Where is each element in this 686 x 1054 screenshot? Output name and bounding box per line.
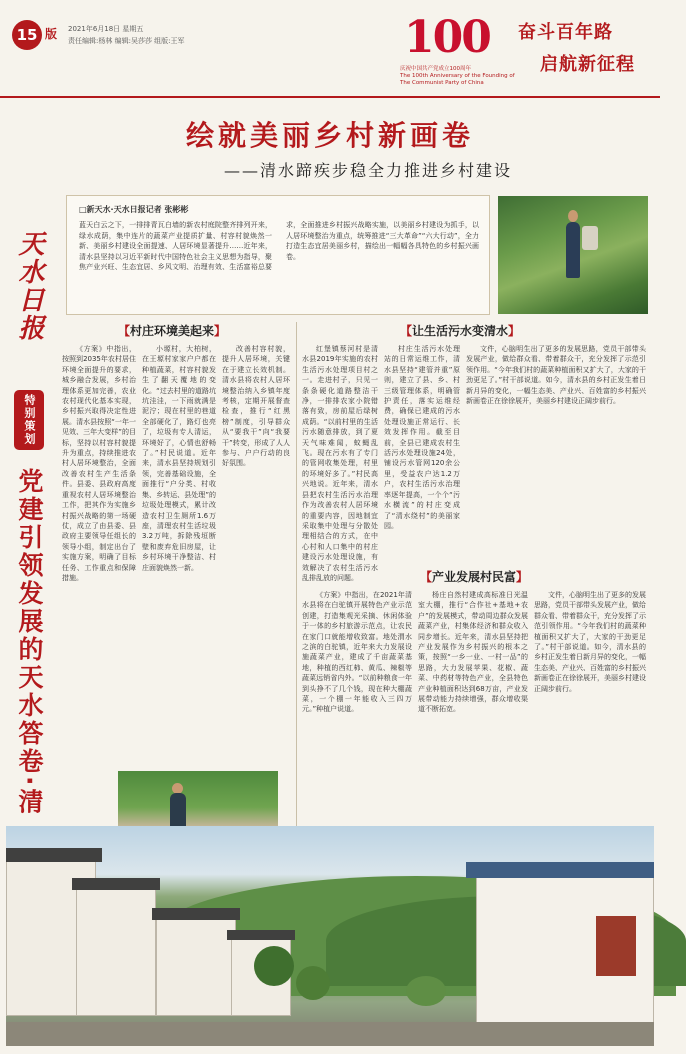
body-column-3 bbox=[302, 344, 378, 582]
editors-line: 责任编辑:杨林 编辑:吴莎莎 组版:王军 bbox=[68, 37, 185, 45]
body-column-5b bbox=[534, 590, 646, 826]
special-tag: 特别策划 bbox=[14, 390, 44, 450]
body-column-2b bbox=[222, 344, 290, 764]
slogan-line-1: 奋斗百年路 bbox=[518, 22, 613, 43]
body-paragraph: 村庄生活污水处理站的日常运维工作，清水县坚持“建管并重”原则，建立了县、乡、村三级管理体系，明确管护责任，落实运维经费，确保已建成的污水处理设施正常运行、长效发挥作用。截至目前，全县已建成农村生活污水处理设施24处，铺设污水管网120余公里，受益农户达1.2万户，农村生活污水治理率逐年提高，一个个“污水横流”的村庄变成了“清水绕村”的美丽家园。 bbox=[384, 345, 460, 530]
lead-paragraph: 蓝天白云之下，一排排青瓦白墙的新农村庭院整齐排列开来，绿水成荫，集中连片的蔬菜产业提质扩量、村容村貌焕然一新、美丽乡村建设全面提速、人居环境显著提升……近年来，清水县坚持以习近平新时代中国特色社会主义思想为指导，聚焦产业兴旺、生态宜居、乡风文明、治理有效、生活富裕总要求，全面推进乡村振兴战略实施，以美丽乡村建设为抓手，以人居环境整治为重点，统筹推进“三大革命”“六大行动”，全力打造生态宜居美丽乡村，描绘出一幅幅各具特色的乡村振兴画卷。 bbox=[79, 221, 479, 271]
section-title-industry: 【 产业发展村民富 】 bbox=[420, 568, 528, 585]
centenary-caption-cn: 庆祝中国共产党成立100周年 bbox=[400, 66, 471, 72]
issue-date: 2021年6月18日 星期五 bbox=[68, 25, 144, 33]
body-column-1 bbox=[62, 344, 136, 764]
centenary-caption-en: The 100th Anniversary of the Founding of The Communist Party of China bbox=[400, 73, 515, 86]
body-column-5 bbox=[466, 344, 646, 564]
body-column-2 bbox=[142, 344, 216, 764]
masthead bbox=[0, 0, 660, 98]
section-title-sewage: 【 让生活污水变清水 】 bbox=[400, 322, 520, 339]
headline: 绘就美丽乡村新画卷 bbox=[185, 119, 474, 152]
subheadline: ——清水蹄疾步稳全力推进乡村建设 bbox=[224, 161, 513, 180]
side-band bbox=[6, 230, 52, 820]
vertical-title: 党建引领发展的天水答卷·清 bbox=[15, 468, 44, 817]
byline: □新天水·天水日报记者 张彬彬 bbox=[79, 205, 189, 214]
column-divider bbox=[296, 322, 297, 826]
body-column-3b bbox=[302, 590, 412, 826]
body-paragraph: 改善村容村貌，提升人居环境，关键在于建立长效机制。清水县将农村人居环境整治纳入乡镇年度考核，定期开展督查检查，推行“红黑榜”制度，引导群众从“要我干”向“我要干”转变，形成了人人参与、户户行动的良好氛围。 bbox=[222, 345, 290, 468]
body-paragraph: 《方案》中指出，在2021年清水县将在白驼镇开展特色产业示范创建，打造集观光采摘、休闲体验于一体的乡村旅游示范点，让农民在家门口就能增收致富。地处渭水之滨的白驼镇，近年来大力发展设施蔬菜产业，建成了千亩蔬菜基地，种植的西红柿、黄瓜、辣椒等蔬菜远销省内外。“以前种粮食一年到头挣不了几个钱，现在种大棚蔬菜，一个棚一年能收入三四万元。”种植户说道。 bbox=[302, 591, 412, 714]
photo-village-landscape bbox=[6, 826, 654, 1046]
body-column-4b bbox=[418, 590, 528, 826]
body-paragraph: 文件，心脑明生出了更多的发展思路，党员干部带头发展产业，做给群众看、带着群众干，充分发挥了示范引领作用。“今年我们村的蔬菜种植面积又扩大了，大家的干劲更足了。”村干部说道。如今，清水县的乡村正发生着日新月异的变化，一幅生态美、产业兴、百姓富的乡村振兴新画卷正在徐徐展开，美丽乡村建设正阔步前行。 bbox=[466, 345, 646, 406]
body-column-4 bbox=[384, 344, 460, 564]
section-title-village-environment: 【 村庄环境美起来 】 bbox=[118, 322, 226, 339]
body-paragraph: 红堡镇蔡河村是清水县2019年实施的农村生活污水处理项目村之一。走进村子，只见一条条硬化道路整洁干净，一排排农家小院错落有致，房前屋后绿树成荫。“以前村里的生活污水随意排放，到了夏天气味难闻，蚊蝇乱飞。现在污水有了专门的管网收集处理，村里的环境好多了。”村民高兴地说。近年来，清水县把农村生活污水治理作为改善农村人居环境的重要内容，因地制宜采取集中处理与分散处理相结合的方式，在中心村和人口集中的村庄建设污水处理设施，有效解决了农村生活污水乱排乱放的问题。 bbox=[302, 345, 378, 582]
centenary-number: 100 bbox=[404, 12, 490, 63]
body-paragraph: 文件，心脑明生出了更多的发展思路，党员干部带头发展产业，做给群众看、带着群众干，充分发挥了示范引领作用。“今年我们村的蔬菜种植面积又扩大了，大家的干劲更足了。”村干部说道。如今，清水县的乡村正发生着日新月异的变化，一幅生态美、产业兴、百姓富的乡村振兴新画卷正在徐徐展开，美丽乡村建设正阔步前行。 bbox=[534, 591, 646, 693]
page-number-badge: 15 bbox=[12, 20, 42, 50]
paper-name: 天水日报 bbox=[14, 230, 44, 342]
body-paragraph: 《方案》中指出，按照到2035年农村居住环境全面提升的要求，城乡融合发展，乡村治理体系更加完善，农业农村现代化基本实现，乡村振兴取得决定性进展。清水县按照“一年一见效、三年大变样”的目标，坚持以村容村貌提升为重点，持续推进农村人居环境整治，全面改善农村生产生活条件。县委、县政府高度重视农村人居环境整治工作，把其作为实施乡村振兴战略的第一场硬仗，成立了由县委、县政府主要领导任组长的领导小组，制定出台了实施方案，明确了目标任务、工作重点和保障措施。 bbox=[62, 345, 136, 582]
photo-spraying-farmer bbox=[498, 196, 648, 314]
page-number-label: 版 bbox=[45, 27, 58, 41]
body-paragraph: 杨庄自然村建成高标准日光温室大棚，推行“合作社+基地+农户”的发展模式，带动周边群众发展蔬菜产业，村集体经济和群众收入同步增长。近年来，清水县坚持把产业发展作为乡村振兴的根本之策，按照“一乡一业、一村一品”的思路，大力发展苹果、花椒、蔬菜、中药材等特色产业，全县特色产业种植面积达到68万亩，产业发展带动能力持续增强，群众增收渠道不断拓宽。 bbox=[418, 591, 528, 714]
body-paragraph: 小塬村，大柏树，在王塬村家家户户都在种植蔬菜，村容村貌发生了翻天覆地的变化。“过去村里的道路坑坑洼洼，一下雨就满是泥泞；现在村里的巷道全部硬化了，路灯也亮了，垃圾有专人清运，环境好了，心情也舒畅了。”村民说道。近年来，清水县坚持规划引领，完善基础设施，全面推行“户分类、村收集、乡转运、县处理”的垃圾处理模式，累计改造农村卫生厕所1.6万座，清理农村生活垃圾3.2万吨，拆除残垣断壁和废弃危旧房屋，让乡村环境干净整洁、村庄面貌焕然一新。 bbox=[142, 345, 216, 572]
lead-box bbox=[66, 195, 490, 315]
centenary-logo bbox=[400, 12, 515, 86]
slogan-line-2: 启航新征程 bbox=[540, 54, 635, 75]
